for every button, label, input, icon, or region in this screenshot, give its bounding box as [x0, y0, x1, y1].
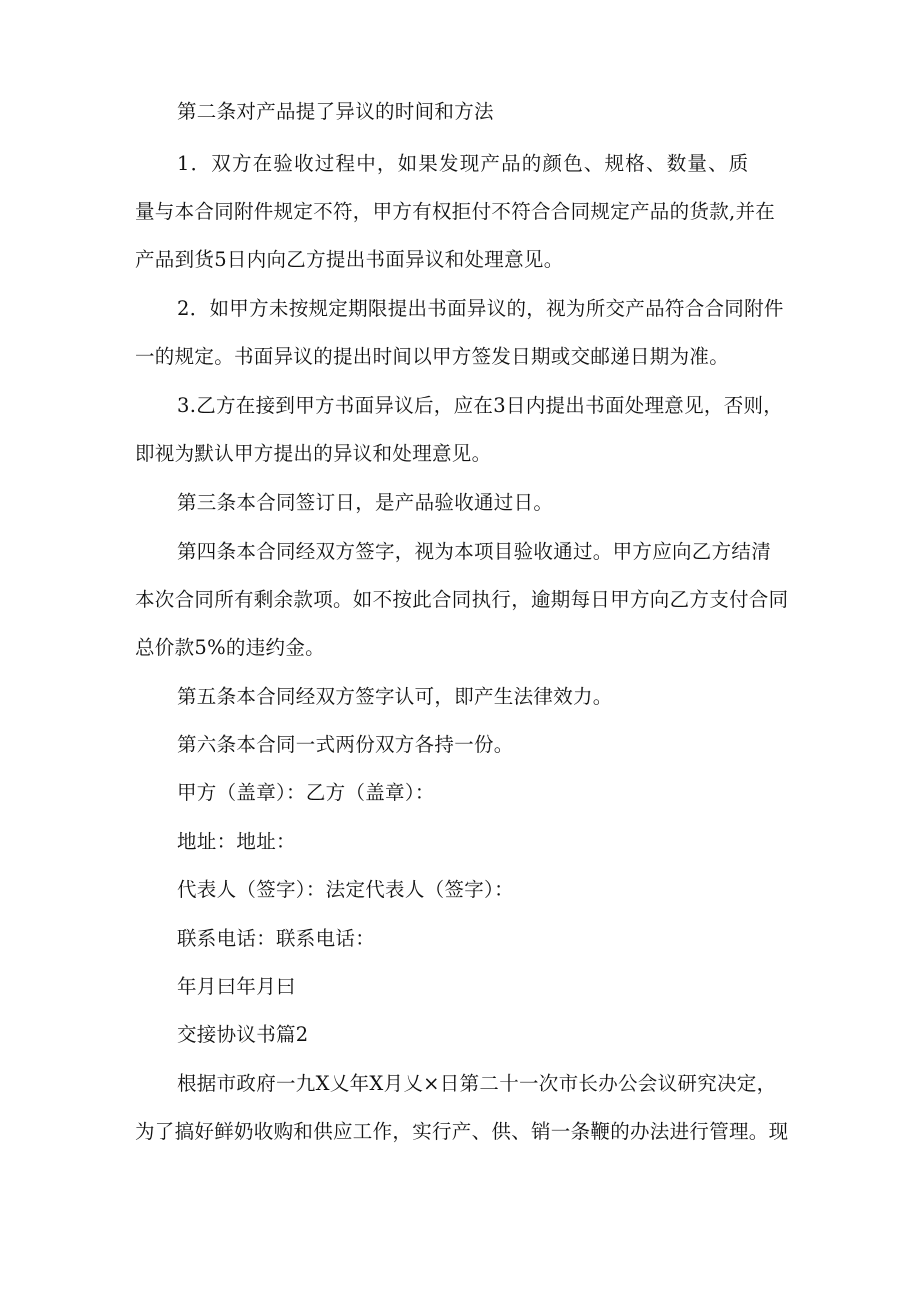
- date-line: 年月曰年月曰: [177, 975, 296, 998]
- article-4-line-1: 第四条本合同经双方签字，视为本项目验收通过。甲方应向乙方结清: [177, 540, 772, 563]
- clause-1-line-1: 1．双方在验收过程中，如果发现产品的颜色、规格、数量、质: [177, 152, 750, 175]
- clause-2-line-2: 一的规定。书面异议的提出时间以甲方签发日期或交邮递日期为准。: [135, 345, 730, 368]
- clause-1-line-3: 产品到货5日内向乙方提出书面异议和处理意见。: [135, 248, 564, 271]
- part-2-paragraph-line-1: 根据市政府一九X乂年X月乂×日第二十一次市长办公会议研究决定，: [177, 1072, 777, 1095]
- article-4-line-2: 本次合同所有剩余款项。如不按此合同执行，逾期每日甲方向乙方支付合同: [135, 588, 789, 611]
- article-4-line-3: 总价款5%的违约金。: [135, 636, 325, 659]
- address-line: 地址：地址：: [177, 830, 296, 853]
- clause-1-line-2: 量与本合同附件规定不符，甲方有权拒付不符合合同规定产品的货款,并在: [135, 200, 776, 223]
- representative-signature-line: 代表人（签字）：法定代表人（签字）：: [177, 878, 514, 901]
- part-2-paragraph-line-2: 为了搞好鲜奶收购和供应工作，实行产、供、销一条鞭的办法进行管理。现: [135, 1120, 789, 1143]
- clause-3-line-1: 3.乙方在接到甲方书面异议后，应在3日内提出书面处理意见，否则，: [177, 394, 784, 417]
- party-seal-line: 甲方（盖章）：乙方（盖章）：: [177, 781, 435, 804]
- article-3: 第三条本合同签订日，是产品验收通过日。: [177, 491, 554, 514]
- contact-phone-line: 联系电话：联系电话：: [177, 927, 376, 950]
- clause-3-line-2: 即视为默认甲方提出的异议和处理意见。: [135, 442, 492, 465]
- article-6: 第六条本合同一式两份双方各持一份。: [177, 733, 514, 756]
- article-2-heading: 第二条对产品提了异议的时间和方法: [177, 100, 494, 123]
- section-title-part-2: 交接协议书篇2: [177, 1023, 309, 1046]
- article-5: 第五条本合同经双方签字认可，即产生法律效力。: [177, 685, 613, 708]
- clause-2-line-1: 2．如甲方未按规定期限提出书面异议的，视为所交产品符合合同附件: [177, 297, 784, 320]
